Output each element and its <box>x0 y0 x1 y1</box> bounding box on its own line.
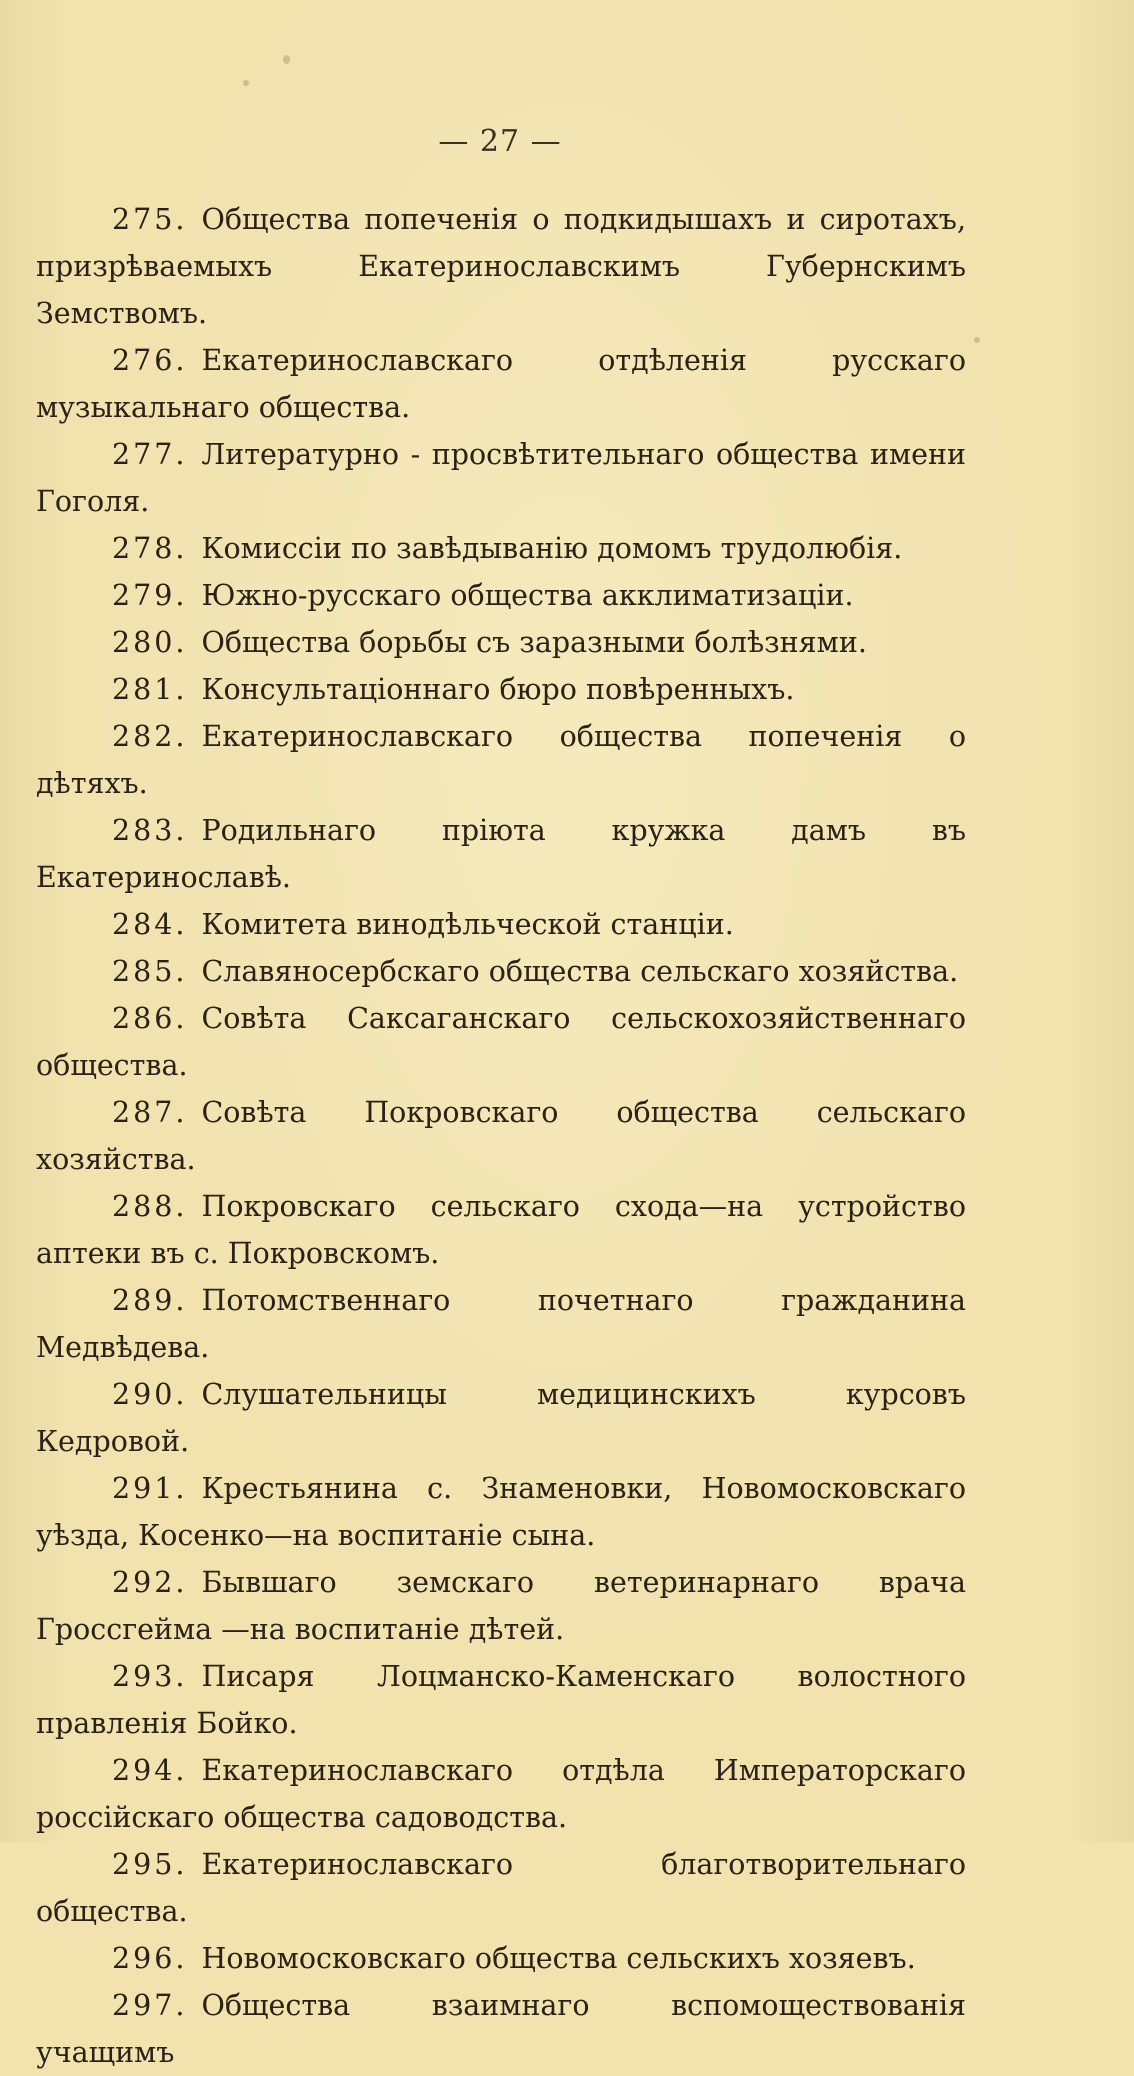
entry-number: 294. <box>112 1754 188 1787</box>
list-item <box>36 1559 966 1653</box>
entry-text: Писаря Лоцманско-Каменскаго волостного правленія Бойко. <box>36 1660 966 1740</box>
list-item <box>36 1089 966 1183</box>
entry-number: 275. <box>112 203 188 236</box>
list-item <box>36 807 966 901</box>
list-item <box>36 1841 966 1935</box>
ink-spot <box>283 55 290 64</box>
list-item <box>36 1982 966 2076</box>
list-item <box>36 196 966 337</box>
entry-number: 282. <box>112 720 188 753</box>
entry-number: 286. <box>112 1002 188 1035</box>
entry-text: Южно-русскаго общества акклиматизаціи. <box>201 579 854 612</box>
entry-text: Потомственнаго почетнаго гражданина Медвѣдева. <box>36 1284 966 1364</box>
entry-number: 278. <box>112 532 188 565</box>
list-item <box>36 1371 966 1465</box>
entry-number: 291. <box>112 1472 188 1505</box>
entry-text: Екатеринославскаго отдѣленія русскаго музыкальнаго общества. <box>36 344 966 424</box>
entry-text: Крестьянина с. Знаменовки, Новомосковскаго уѣзда, Косенко—на воспитаніе сына. <box>36 1472 966 1552</box>
list-item <box>36 1277 966 1371</box>
entry-text: Консультаціоннаго бюро повѣренныхъ. <box>201 673 795 706</box>
list-item <box>36 1747 966 1841</box>
entry-text: Совѣта Покровскаго общества сельскаго хозяйства. <box>36 1096 966 1176</box>
list-item <box>36 1465 966 1559</box>
ink-spot <box>243 80 249 86</box>
list-item <box>36 901 966 948</box>
entry-text: Слушательницы медицинскихъ курсовъ Кедровой. <box>36 1378 966 1458</box>
entry-number: 296. <box>112 1942 188 1975</box>
entry-text: Славяносербскаго общества сельскаго хозяйства. <box>201 955 959 988</box>
list-item <box>36 1653 966 1747</box>
entry-number: 285. <box>112 955 188 988</box>
entry-number: 284. <box>112 908 188 941</box>
entry-number: 295. <box>112 1848 188 1881</box>
entry-text: Бывшаго земскаго ветеринарнаго врача Гроссгейма —на воспитаніе дѣтей. <box>36 1566 966 1646</box>
entry-text: Комитета винодѣльческой станціи. <box>201 908 734 941</box>
entry-text: Совѣта Саксаганскаго сельскохозяйственнаго общества. <box>36 1002 966 1082</box>
entry-text: Екатеринославскаго благотворительнаго общества. <box>36 1848 966 1928</box>
entry-number: 289. <box>112 1284 188 1317</box>
entry-number: 283. <box>112 814 188 847</box>
entry-text: Екатеринославскаго отдѣла Императорскаго россійскаго общества садоводства. <box>36 1754 966 1834</box>
list-item <box>36 995 966 1089</box>
entry-text: Общества попеченія о подкидышахъ и сиротахъ, призрѣваемыхъ Екатеринославскимъ Губернскимъ Земствомъ. <box>36 203 966 330</box>
list-item <box>36 572 966 619</box>
list-item <box>36 431 966 525</box>
ink-spot <box>974 337 980 343</box>
list-item <box>36 713 966 807</box>
page-number: — 27 — <box>438 124 562 159</box>
list-item <box>36 948 966 995</box>
entry-text: Новомосковскаго общества сельскихъ хозяевъ. <box>201 1942 916 1975</box>
entry-text: Комиссіи по завѣдыванію домомъ трудолюбія. <box>201 532 903 565</box>
list-item <box>36 1935 966 1982</box>
entry-number: 288. <box>112 1190 188 1223</box>
entry-number: 290. <box>112 1378 188 1411</box>
entry-number: 279. <box>112 579 188 612</box>
entry-number: 293. <box>112 1660 188 1693</box>
list-item <box>36 525 966 572</box>
entry-text: Родильнаго пріюта кружка дамъ въ Екатеринославѣ. <box>36 814 966 894</box>
list-item <box>36 666 966 713</box>
entry-number: 297. <box>112 1989 188 2022</box>
list-item <box>36 337 966 431</box>
entry-number: 292. <box>112 1566 188 1599</box>
entry-list <box>36 196 966 2076</box>
entry-text: Екатеринославскаго общества попеченія о дѣтяхъ. <box>36 720 966 800</box>
entry-text: Литературно - просвѣтительнаго общества имени Гоголя. <box>36 438 966 518</box>
list-item <box>36 1183 966 1277</box>
entry-number: 281. <box>112 673 188 706</box>
entry-number: 276. <box>112 344 188 377</box>
entry-text: Общества взаимнаго вспомоществованія учащимъ <box>36 1989 966 2069</box>
entry-number: 287. <box>112 1096 188 1129</box>
entry-number: 277. <box>112 438 188 471</box>
entry-number: 280. <box>112 626 188 659</box>
entry-text: Общества борьбы съ заразными болѣзнями. <box>201 626 867 659</box>
list-item <box>36 619 966 666</box>
entry-text: Покровскаго сельскаго схода—на устройство аптеки въ с. Покровскомъ. <box>36 1190 966 1270</box>
